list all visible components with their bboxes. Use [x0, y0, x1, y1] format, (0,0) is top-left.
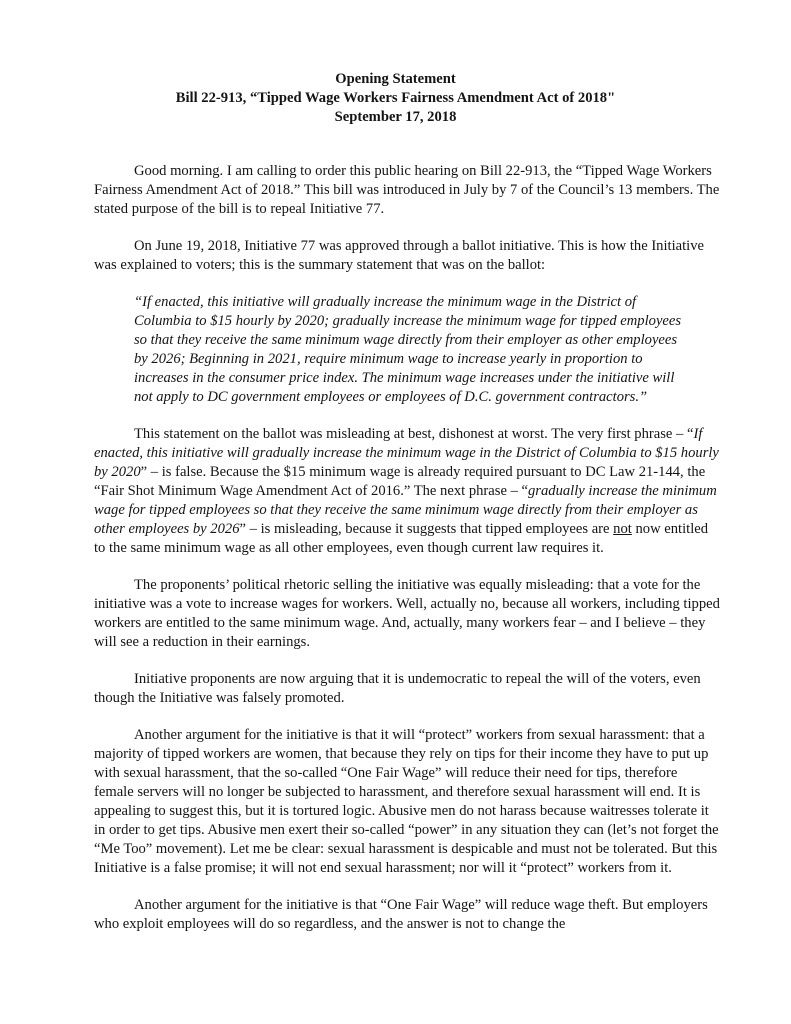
header-date: September 17, 2018 [334, 109, 457, 125]
text-fragment: now entitled to the same minimum wage as all other employees, even though current law requires it. [94, 521, 709, 556]
quoted-phrase-1: If enacted, this initiative will gradually increase the minimum wage in the District of Columbia to $15 hourly by 2020 [94, 426, 719, 480]
paragraph-harassment: Another argument for the initiative is that it will “protect” workers from sexual harassment: that a majority of tipped workers are women, that because they rely on tips for their income they have to put up with sexual harassment, that the so-called “One Fair Wage” will reduce their need for tips, therefore female servers will no longer be subjected to harassment, and therefore sexual harassment will end. It is appealing to suggest this, but it is tortured logic. Abusive men do not harass because waitresses tolerate it in order to get tips. Abusive men exert their so-called “power” in any situation they can (let’s not forget the “Me Too” movement). Let me be clear: sexual harassment is despicable and must not be tolerated. But this Initiative is a false promise; it will not end sexual harassment; nor will it “protect” workers from it. [94, 727, 719, 876]
ballot-quote: “If enacted, this initiative will gradually increase the minimum wage in the District of Columbia to $15 hourly by 2020; gradually increase the minimum wage for tipped employees so that they receive the same minimum wage directly from their employer as other employees by 2026; Beginning in 2021, require minimum wage to increase yearly in proportion to increases in the consumer price index. The minimum wage increases under the initiative will not apply to DC government employees or employees of D.C. government contractors.” [134, 294, 682, 405]
document-header [0, 70, 791, 127]
quoted-phrase-2: gradually increase the minimum wage for tipped employees so that they receive the same minimum wage directly from their employer as other employees by 2026 [94, 483, 717, 537]
paragraph-wage-theft: Another argument for the initiative is that “One Fair Wage” will reduce wage theft. But employers who exploit employees will do so regardless, and the answer is not to change the [94, 897, 708, 932]
text-fragment: This statement on the ballot was misleading at best, dishonest at worst. The very first phrase – “ [134, 426, 694, 442]
header-bill-title: Bill 22-913, “Tipped Wage Workers Fairness Amendment Act of 2018" [175, 90, 616, 106]
paragraph-undemocratic: Initiative proponents are now arguing that it is undemocratic to repeal the will of the voters, even though the Initiative was falsely promoted. [94, 671, 701, 706]
paragraph-rhetoric: The proponents’ political rhetoric selling the initiative was equally misleading: that a vote for the initiative was a vote to increase wages for workers. Well, actually no, because all workers, including tipped workers are entitled to the same minimum wage. And, actually, many workers fear – and I believe – they will see a reduction in their earnings. [94, 577, 720, 650]
document-body [94, 162, 720, 952]
header-title: Opening Statement [335, 71, 456, 87]
paragraph-initiative: On June 19, 2018, Initiative 77 was approved through a ballot initiative. This is how the Initiative was explained to voters; this is the summary statement that was on the ballot: [94, 238, 705, 273]
underlined-word: not [613, 521, 632, 537]
text-fragment: ” – is misleading, because it suggests that tipped employees are [239, 521, 614, 537]
paragraph-intro: Good morning. I am calling to order this public hearing on Bill 22-913, the “Tipped Wage Workers Fairness Amendment Act of 2018.” This bill was introduced in July by 7 of the Council’s 13 members. The stated purpose of the bill is to repeal Initiative 77. [94, 163, 720, 217]
text-fragment: ” – is false. Because the $15 minimum wage is already required pursuant to DC Law 21-144, the “Fair Shot Minimum Wage Amendment Act of 2016.” The next phrase – “ [94, 464, 706, 499]
paragraph-misleading [94, 425, 720, 558]
